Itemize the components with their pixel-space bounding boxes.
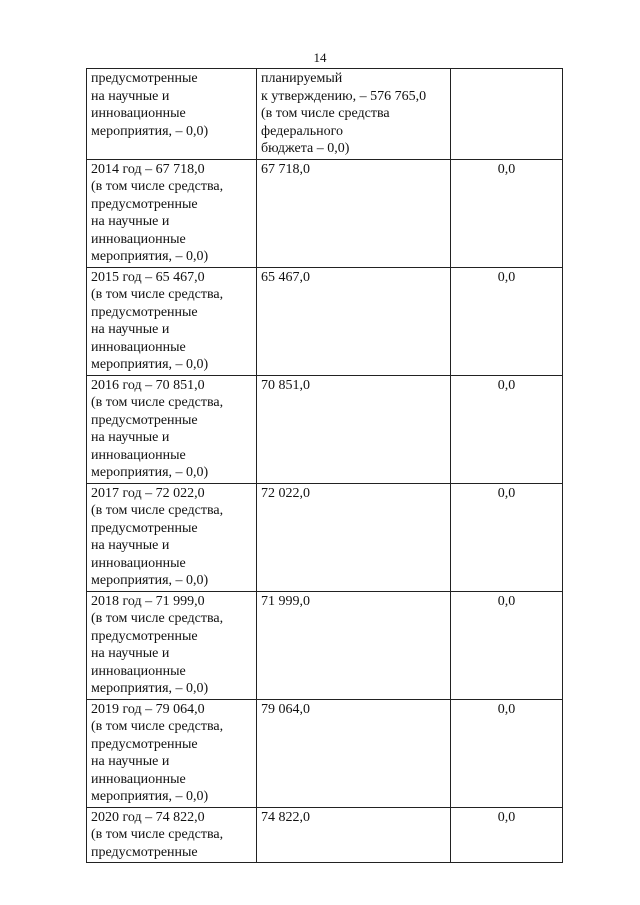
cell-text-line: 74 822,0: [261, 809, 310, 825]
cell-text-line: 2016 год – 70 851,0: [91, 377, 205, 393]
cell-text-line: инновационные: [91, 447, 186, 463]
cell-text-line: 2019 год – 79 064,0: [91, 701, 205, 717]
cell-text-line: (в том числе средства: [261, 106, 390, 121]
cell-year-description: [87, 375, 257, 483]
cell-year-description: [87, 591, 257, 699]
table-row: [87, 159, 563, 267]
budget-table-body: [87, 69, 563, 863]
cell-text-line: на научные и: [91, 214, 170, 229]
cell-text-line: (в том числе средства,: [91, 719, 224, 734]
table-row: [87, 267, 563, 375]
cell-text-line: мероприятия, – 0,0): [91, 573, 209, 588]
cell-text-line: планируемый: [261, 71, 343, 86]
cell-text-line: федерального: [261, 123, 344, 139]
cell-text-line: предусмотренные: [91, 196, 198, 212]
cell-text-line: (в том числе средства,: [91, 611, 224, 626]
cell-year-description: [87, 807, 257, 863]
cell-text-line: 72 022,0: [261, 485, 310, 501]
table-row: [87, 483, 563, 591]
cell-text-line: 71 999,0: [261, 593, 310, 609]
cell-text-line: мероприятия, – 0,0): [91, 249, 209, 264]
cell-extra-value: [451, 69, 563, 160]
cell-text-line: 2017 год – 72 022,0: [91, 485, 205, 501]
cell-extra-value: 0,0: [451, 375, 563, 483]
cell-text-line: к утверждению, – 576 765,0: [261, 88, 427, 104]
cell-amount: [257, 699, 451, 807]
cell-text-line: 2020 год – 74 822,0: [91, 809, 205, 825]
cell-text-line: 79 064,0: [261, 701, 310, 717]
cell-text-line: (в том числе средства,: [91, 827, 224, 842]
cell-amount: [257, 267, 451, 375]
cell-text-line: бюджета – 0,0): [261, 141, 350, 156]
cell-year-description: [87, 699, 257, 807]
cell-text-line: предусмотренные: [91, 844, 198, 860]
cell-text-line: мероприятия, – 0,0): [91, 357, 209, 372]
table-row: [87, 591, 563, 699]
cell-text-line: 2018 год – 71 999,0: [91, 593, 205, 609]
cell-text-line: предусмотренные: [91, 412, 198, 428]
cell-text-line: на научные и: [91, 322, 170, 337]
cell-text-line: на научные и: [91, 538, 170, 553]
cell-text-line: предусмотренные: [91, 304, 198, 320]
cell-text-line: на научные и: [91, 88, 170, 104]
cell-text-line: мероприятия, – 0,0): [91, 123, 209, 139]
cell-year-description: [87, 159, 257, 267]
table-row: [87, 69, 563, 160]
cell-text-line: инновационные: [91, 339, 186, 355]
cell-text-line: 65 467,0: [261, 269, 310, 285]
cell-amount: [257, 375, 451, 483]
cell-year-description: [87, 267, 257, 375]
cell-text-line: предусмотренные: [91, 736, 198, 752]
cell-extra-value: 0,0: [451, 159, 563, 267]
cell-year-description: [87, 483, 257, 591]
cell-text-line: (в том числе средства,: [91, 395, 224, 410]
page-number: 14: [313, 50, 327, 65]
cell-text-line: 2015 год – 65 467,0: [91, 269, 205, 285]
cell-text-line: мероприятия, – 0,0): [91, 789, 209, 804]
cell-text-line: инновационные: [91, 663, 186, 679]
cell-text-line: 70 851,0: [261, 377, 310, 393]
cell-text-line: предусмотренные: [91, 520, 198, 536]
cell-extra-value: 0,0: [451, 267, 563, 375]
cell-text-line: инновационные: [91, 106, 186, 121]
budget-table: [86, 68, 563, 863]
cell-amount: [257, 591, 451, 699]
cell-text-line: на научные и: [91, 430, 170, 445]
cell-text-line: предусмотренные: [91, 71, 198, 86]
cell-amount: [257, 483, 451, 591]
cell-text-line: 67 718,0: [261, 161, 310, 177]
cell-text-line: на научные и: [91, 754, 170, 769]
cell-text-line: (в том числе средства,: [91, 503, 224, 518]
cell-text-line: мероприятия, – 0,0): [91, 465, 209, 480]
cell-text-line: предусмотренные: [91, 628, 198, 644]
cell-text-line: на научные и: [91, 646, 170, 661]
table-row: [87, 807, 563, 863]
cell-text-line: (в том числе средства,: [91, 287, 224, 302]
cell-amount: [257, 159, 451, 267]
cell-extra-value: 0,0: [451, 807, 563, 863]
table-row: [87, 375, 563, 483]
cell-text-line: инновационные: [91, 231, 186, 247]
cell-text-line: (в том числе средства,: [91, 179, 224, 194]
cell-extra-value: 0,0: [451, 699, 563, 807]
table-row: [87, 699, 563, 807]
cell-amount: [257, 807, 451, 863]
cell-extra-value: 0,0: [451, 591, 563, 699]
cell-text-line: инновационные: [91, 555, 186, 571]
cell-text-line: инновационные: [91, 771, 186, 787]
cell-text-line: мероприятия, – 0,0): [91, 681, 209, 696]
cell-year-description: [87, 69, 257, 160]
cell-extra-value: 0,0: [451, 483, 563, 591]
cell-amount: [257, 69, 451, 160]
cell-text-line: 2014 год – 67 718,0: [91, 161, 205, 177]
